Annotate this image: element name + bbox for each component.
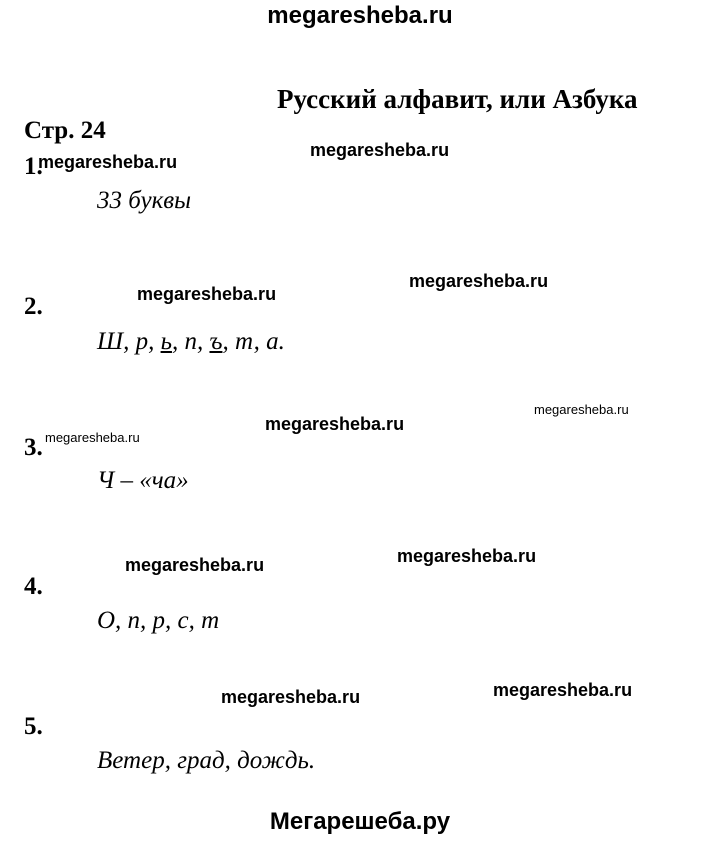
- page-title: Русский алфавит, или Азбука: [277, 84, 638, 114]
- answer-underlined-letter: ь: [160, 328, 172, 355]
- watermark: megaresheba.ru: [493, 680, 633, 700]
- watermark: megaresheba.ru: [409, 271, 549, 291]
- task-number: 5.: [24, 713, 43, 740]
- watermark: megaresheba.ru: [38, 152, 178, 172]
- task-number: 2.: [24, 293, 43, 320]
- watermark: megaresheba.ru: [397, 546, 537, 566]
- watermark: megaresheba.ru: [125, 555, 265, 575]
- answer-underlined-letter: ъ: [209, 328, 223, 355]
- watermark: megaresheba.ru: [265, 414, 405, 434]
- watermark: megaresheba.ru: [310, 140, 450, 160]
- watermark: megaresheba.ru: [534, 402, 629, 417]
- footer-site-name: Мегарешеба.ру: [269, 808, 451, 835]
- answer-text: Ш, р,: [97, 328, 161, 355]
- task-number: 3.: [24, 434, 43, 461]
- task-answer: [97, 328, 285, 356]
- task-number: 4.: [24, 573, 43, 600]
- page-reference: Стр. 24: [24, 117, 106, 144]
- task-answer: 33 буквы: [97, 187, 192, 214]
- watermark: megaresheba.ru: [137, 284, 277, 304]
- task-number: 1.: [24, 153, 43, 180]
- watermark: megaresheba.ru: [45, 430, 140, 445]
- task-answer: Ветер, град, дождь.: [97, 747, 316, 774]
- answer-text: , п,: [171, 328, 210, 355]
- answer-text: , т, а.: [222, 328, 285, 355]
- watermark: megaresheba.ru: [221, 687, 361, 707]
- header-site-name: megaresheba.ru: [267, 2, 453, 29]
- task-answer: Ч – «ча»: [97, 467, 189, 494]
- task-answer: О, п, р, с, т: [97, 607, 220, 634]
